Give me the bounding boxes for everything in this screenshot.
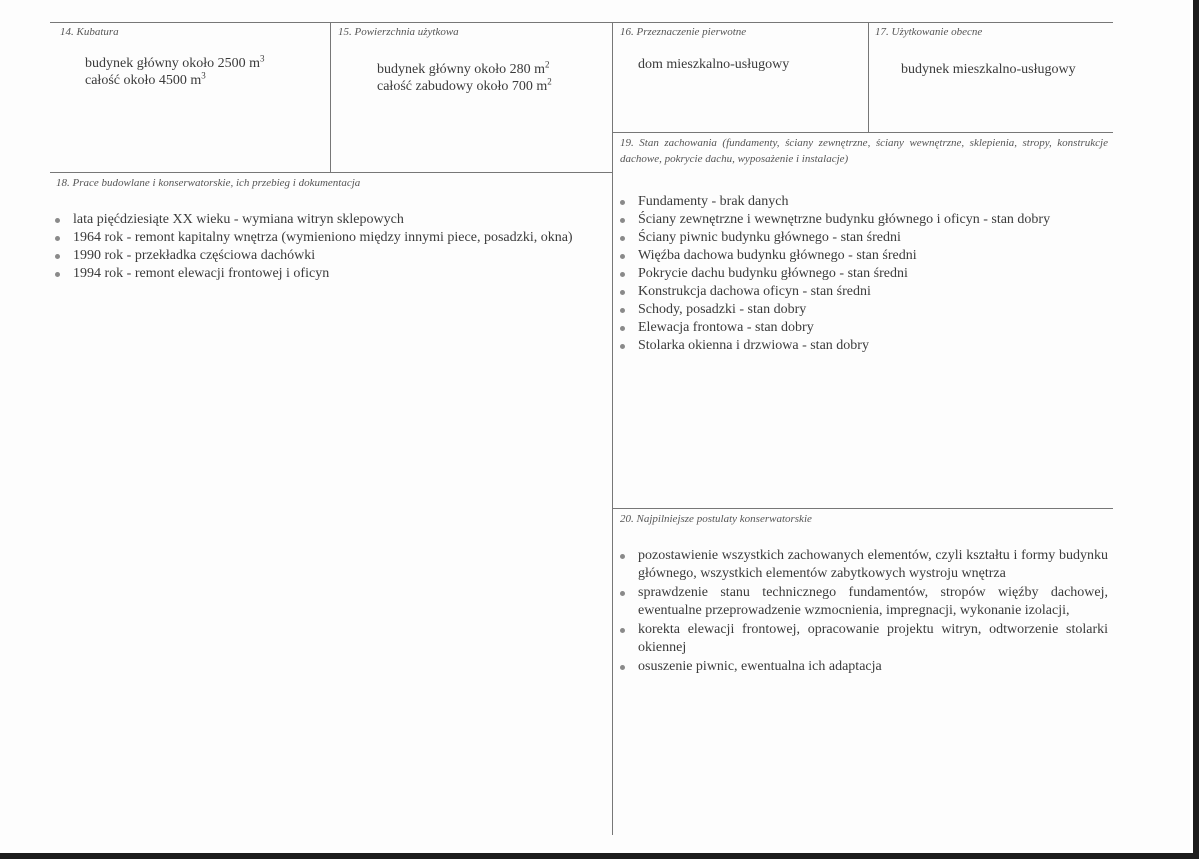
divider-15-16 [612,22,613,835]
list-item: Pokrycie dachu budynku głównego - stan średni [617,265,1107,283]
prace-list [52,211,612,283]
field-prace-label: 18. Prace budowlane i konserwatorskie, ich przebieg i dokumentacja [56,177,361,189]
list-item: 1964 rok - remont kapitalny wnętrza (wymieniono między innymi piece, posadzki, okna) [52,229,612,247]
list-item: Konstrukcja dachowa oficyn - stan średni [617,283,1107,301]
field-uzytkowanie-value: budynek mieszkalno-usługowy [901,62,1076,77]
field-kubatura-label: 14. Kubatura [60,26,119,38]
divider-16-17 [868,22,869,132]
unit-superscript: 2 [545,59,550,70]
list-item: sprawdzenie stanu technicznego fundamentów, stropów więźby dachowej, ewentualne przeprowadzenie wzmocnienia, impregnacji, wykonanie izolacji, [617,584,1108,620]
powierzchnia-main-text: budynek główny około 280 m [377,62,545,77]
list-item: Ściany zewnętrzne i wewnętrzne budynku głównego i oficyn - stan dobry [617,211,1107,229]
unit-superscript: 2 [547,76,552,87]
divider-row-18 [50,172,612,173]
unit-superscript: 3 [260,53,265,64]
field-uzytkowanie-label: 17. Użytkowanie obecne [875,26,983,38]
field-postulaty-label: 20. Najpilniejsze postulaty konserwatorskie [620,513,812,525]
field-przeznaczenie-value: dom mieszkalno-usługowy [638,57,790,72]
postulaty-list [617,547,1108,677]
list-item: Elewacja frontowa - stan dobry [617,319,1107,337]
divider-row-19 [612,132,1113,133]
list-item: Więźba dachowa budynku głównego - stan średni [617,247,1107,265]
field-powierzchnia-value-1 [377,61,550,78]
list-item: Schody, posadzki - stan dobry [617,301,1107,319]
list-item: 1990 rok - przekładka częściowa dachówki [52,247,612,265]
field-przeznaczenie-label: 16. Przeznaczenie pierwotne [620,26,747,38]
powierzchnia-total-text: całość zabudowy około 700 m [377,79,548,94]
list-item: lata pięćdziesiąte XX wieku - wymiana witryn sklepowych [52,211,612,229]
list-item: Fundamenty - brak danych [617,193,1107,211]
scan-border-right [1193,0,1199,859]
list-item: osuszenie piwnic, ewentualna ich adaptacja [617,658,1108,676]
kubatura-main-text: budynek główny około 2500 m [85,56,260,71]
list-item: pozostawienie wszystkich zachowanych elementów, czyli kształtu i formy budynku głównego, wszystkich elementów zabytkowych wystroju wnętrza [617,547,1108,583]
scan-border-bottom [0,853,1199,859]
field-powierzchnia-label: 15. Powierzchnia użytkowa [338,26,459,38]
list-item: Ściany piwnic budynku głównego - stan średni [617,229,1107,247]
table-top-border [50,22,1113,23]
field-powierzchnia-value-2 [377,78,552,95]
stan-list [617,193,1107,355]
divider-14-15 [330,22,331,172]
unit-superscript: 3 [201,70,206,81]
list-item: 1994 rok - remont elewacji frontowej i oficyn [52,265,612,283]
divider-row-20 [612,508,1113,509]
kubatura-total-text: całość około 4500 m [85,73,202,88]
field-kubatura-value-1 [85,55,265,72]
list-item: Stolarka okienna i drzwiowa - stan dobry [617,337,1107,355]
list-item: korekta elewacji frontowej, opracowanie projektu witryn, odtworzenie stolarki okiennej [617,621,1108,657]
field-stan-label: 19. Stan zachowania (fundamenty, ściany zewnętrzne, ściany wewnętrzne, sklepienia, stropy, konstrukcje dachowe, pokrycie dachu, wyposażenie i instalacje) [620,137,1108,165]
field-kubatura-value-2 [85,72,206,89]
